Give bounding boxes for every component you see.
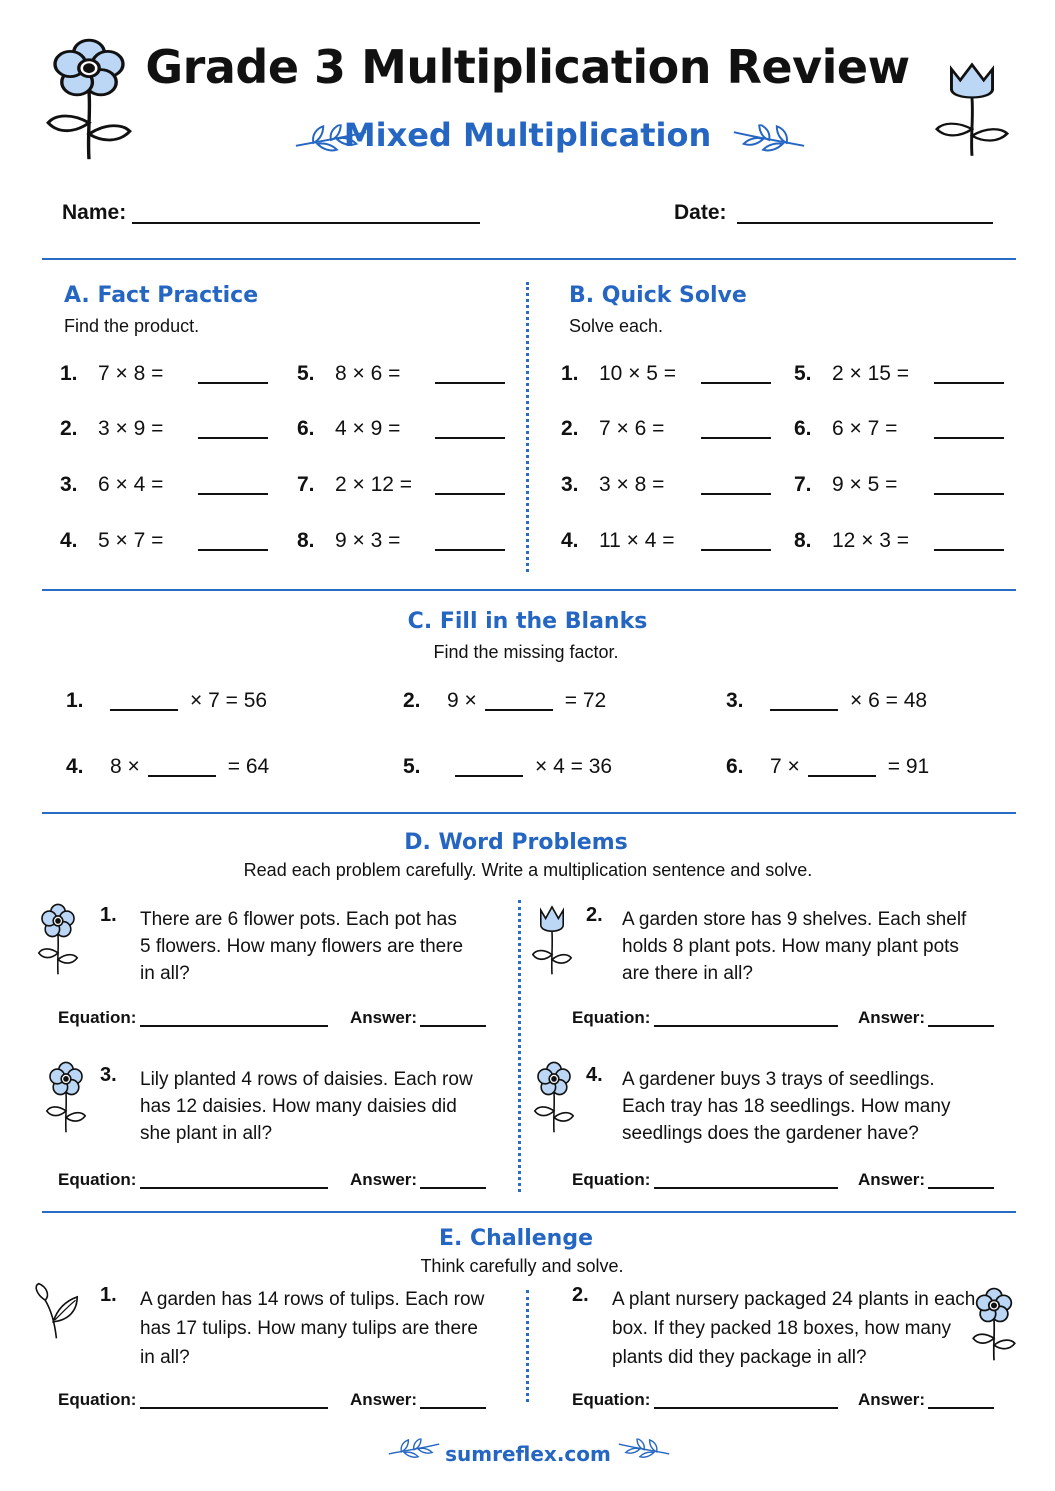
problem-text-line: plants did they package in all?	[612, 1347, 867, 1368]
answer-blank[interactable]	[435, 419, 505, 439]
leaf-sprig-icon	[730, 124, 808, 154]
section-c-instruction: Find the missing factor.	[433, 642, 619, 662]
problem-number: 1.	[100, 904, 117, 926]
problem-number: 4.	[561, 529, 579, 552]
section-e-title: E. Challenge	[438, 1226, 594, 1251]
flower-icon	[530, 1060, 578, 1134]
equation-blank[interactable]	[654, 1187, 838, 1189]
problem-expression: 12 × 3 =	[832, 529, 910, 552]
missing-factor-blank[interactable]	[455, 757, 523, 777]
answer-blank[interactable]	[701, 475, 771, 495]
problem-text-line: 5 flowers. How many flowers are there	[140, 936, 464, 957]
equation-label: Equation:	[572, 1170, 651, 1189]
problem-number: 5.	[794, 362, 812, 385]
answer-blank[interactable]	[198, 531, 268, 551]
problem-number: 2.	[572, 1284, 589, 1306]
problem-expression: 8 × 6 =	[335, 362, 401, 385]
column-divider	[518, 900, 521, 1192]
answer-blank[interactable]	[435, 475, 505, 495]
problem	[60, 529, 268, 553]
problem-number: 1.	[66, 689, 84, 712]
answer-blank[interactable]	[198, 364, 268, 384]
expression-after: = 91	[887, 755, 930, 778]
problem-number: 1.	[100, 1284, 117, 1306]
flower-icon	[34, 902, 82, 976]
missing-factor-blank[interactable]	[770, 691, 838, 711]
fill-in-problem	[66, 689, 267, 713]
problem-expression: 2 × 15 =	[832, 362, 910, 385]
problem-number: 7.	[297, 473, 315, 496]
footer-website: sumreflex.com	[445, 1442, 611, 1466]
problem	[794, 529, 1004, 553]
section-divider	[42, 258, 1016, 260]
problem-number: 7.	[794, 473, 812, 496]
problem-text-line: has 12 daisies. How many daisies did	[140, 1096, 457, 1117]
answer-blank[interactable]	[934, 475, 1004, 495]
fill-in-problem	[726, 689, 927, 713]
problem	[297, 417, 505, 441]
fill-in-problem	[66, 755, 269, 779]
column-divider	[526, 282, 529, 572]
answer-label: Answer:	[350, 1170, 418, 1189]
answer-label: Answer:	[858, 1390, 926, 1409]
problem	[561, 529, 771, 553]
problem-number: 3.	[726, 689, 744, 712]
problem	[297, 529, 505, 553]
equation-blank[interactable]	[654, 1025, 838, 1027]
problem-number: 4.	[66, 755, 84, 778]
tulip-icon	[528, 902, 576, 976]
problem-number: 6.	[297, 417, 315, 440]
problem-number: 5.	[403, 755, 421, 778]
problem	[794, 417, 1004, 441]
problem-text-line: Lily planted 4 rows of daisies. Each row	[140, 1069, 473, 1090]
answer-blank[interactable]	[701, 364, 771, 384]
problem	[60, 417, 268, 441]
problem-expression: 5 × 7 =	[98, 529, 164, 552]
section-divider	[42, 812, 1016, 814]
section-d-instruction: Read each problem carefully. Write a multiplication sentence and solve.	[243, 860, 813, 880]
answer-blank[interactable]	[420, 1407, 486, 1409]
problem-text-line: has 17 tulips. How many tulips are there	[140, 1318, 478, 1339]
section-c-title: C. Fill in the Blanks	[407, 609, 648, 634]
problem	[561, 362, 771, 386]
answer-blank[interactable]	[435, 364, 505, 384]
problem-number: 3.	[100, 1064, 117, 1086]
problem-expression: 6 × 4 =	[98, 473, 164, 496]
page-subtitle: Mixed Multiplication	[343, 116, 712, 154]
problem-expression: 6 × 7 =	[832, 417, 898, 440]
problem-expression: 7 × 6 =	[599, 417, 665, 440]
problem-number: 2.	[586, 904, 603, 926]
section-b-title: B. Quick Solve	[569, 283, 747, 308]
problem-text-line: she plant in all?	[140, 1123, 273, 1144]
problem-expression: 9 × 5 =	[832, 473, 898, 496]
equation-blank[interactable]	[140, 1187, 328, 1189]
expression-after: × 7 = 56	[190, 689, 268, 712]
problem-expression: 3 × 9 =	[98, 417, 164, 440]
problem-number: 2.	[60, 417, 78, 440]
problem	[297, 362, 505, 386]
answer-blank[interactable]	[934, 531, 1004, 551]
answer-label: Answer:	[350, 1390, 418, 1409]
problem	[794, 473, 1004, 497]
section-d-title: D. Word Problems	[404, 830, 628, 855]
expression-before: 9 ×	[447, 689, 477, 712]
fill-in-problem	[726, 755, 929, 779]
problem-text-line: Each tray has 18 seedlings. How many	[622, 1096, 951, 1117]
answer-blank[interactable]	[928, 1407, 994, 1409]
problem-number: 2.	[561, 417, 579, 440]
answer-blank[interactable]	[701, 531, 771, 551]
name-field[interactable]	[132, 222, 480, 224]
problem-text-line: There are 6 flower pots. Each pot has	[140, 909, 457, 930]
problem-text-line: A gardener buys 3 trays of seedlings.	[622, 1069, 935, 1090]
problem-text-line: seedlings does the gardener have?	[622, 1123, 919, 1144]
problem-number: 6.	[794, 417, 812, 440]
problem-expression: 2 × 12 =	[335, 473, 413, 496]
problem-number: 8.	[297, 529, 315, 552]
problem-number: 3.	[561, 473, 579, 496]
column-divider	[526, 1290, 529, 1402]
date-field[interactable]	[737, 222, 993, 224]
expression-after: = 72	[564, 689, 607, 712]
expression-before: 8 ×	[110, 755, 140, 778]
answer-label: Answer:	[858, 1008, 926, 1027]
section-divider	[42, 1211, 1016, 1213]
answer-blank[interactable]	[928, 1187, 994, 1189]
answer-label: Answer:	[350, 1008, 418, 1027]
missing-factor-blank[interactable]	[110, 691, 178, 711]
answer-blank[interactable]	[701, 419, 771, 439]
date-label: Date:	[674, 201, 727, 224]
fill-in-problem	[403, 689, 606, 713]
section-e-instruction: Think carefully and solve.	[420, 1256, 624, 1276]
problem-text-line: in all?	[140, 963, 190, 984]
missing-factor-blank[interactable]	[808, 757, 876, 777]
problem-text-line: in all?	[140, 1347, 190, 1368]
problem-expression: 10 × 5 =	[599, 362, 677, 385]
expression-before: 7 ×	[770, 755, 800, 778]
problem	[561, 417, 771, 441]
equation-label: Equation:	[572, 1008, 651, 1027]
problem-number: 5.	[297, 362, 315, 385]
problem-expression: 4 × 9 =	[335, 417, 401, 440]
problem	[60, 473, 268, 497]
leaf-icon	[34, 1282, 82, 1340]
expression-after: = 64	[227, 755, 270, 778]
answer-label: Answer:	[858, 1170, 926, 1189]
answer-blank[interactable]	[420, 1187, 486, 1189]
problem-number: 4.	[60, 529, 78, 552]
flower-icon	[968, 1286, 1020, 1362]
answer-blank[interactable]	[928, 1025, 994, 1027]
problem-text-line: A garden has 14 rows of tulips. Each row	[140, 1289, 485, 1310]
problem	[561, 473, 771, 497]
fill-in-problem	[403, 755, 612, 779]
section-divider	[42, 589, 1016, 591]
answer-blank[interactable]	[435, 531, 505, 551]
problem-expression: 3 × 8 =	[599, 473, 665, 496]
answer-blank[interactable]	[420, 1025, 486, 1027]
equation-label: Equation:	[58, 1008, 137, 1027]
problem	[60, 362, 268, 386]
page-title: Grade 3 Multiplication Review	[145, 40, 910, 94]
answer-blank[interactable]	[198, 475, 268, 495]
problem-number: 3.	[60, 473, 78, 496]
section-a-instruction: Find the product.	[64, 316, 200, 336]
section-b-instruction: Solve each.	[569, 316, 664, 336]
problem-expression: 9 × 3 =	[335, 529, 401, 552]
problem-number: 8.	[794, 529, 812, 552]
problem	[794, 362, 1004, 386]
leaf-sprig-icon	[616, 1437, 672, 1461]
problem	[297, 473, 505, 497]
flower-icon	[42, 1060, 90, 1134]
problem-text-line: A garden store has 9 shelves. Each shelf	[622, 909, 967, 930]
expression-after: × 4 = 36	[535, 755, 613, 778]
problem-expression: 11 × 4 =	[599, 529, 675, 552]
section-a-title: A. Fact Practice	[64, 283, 259, 308]
problem-text-line: are there in all?	[622, 963, 753, 984]
equation-label: Equation:	[58, 1390, 137, 1409]
problem-expression: 7 × 8 =	[98, 362, 164, 385]
equation-label: Equation:	[58, 1170, 137, 1189]
expression-after: × 6 = 48	[850, 689, 928, 712]
problem-text-line: holds 8 plant pots. How many plant pots	[622, 936, 959, 957]
problem-number: 2.	[403, 689, 421, 712]
equation-blank[interactable]	[654, 1407, 838, 1409]
answer-blank[interactable]	[198, 419, 268, 439]
problem-number: 4.	[586, 1064, 603, 1086]
equation-label: Equation:	[572, 1390, 651, 1409]
problem-number: 1.	[561, 362, 579, 385]
missing-factor-blank[interactable]	[148, 757, 216, 777]
answer-blank[interactable]	[934, 419, 1004, 439]
name-label: Name:	[62, 201, 127, 224]
equation-blank[interactable]	[140, 1025, 328, 1027]
problem-text-line: A plant nursery packaged 24 plants in each	[612, 1289, 976, 1310]
problem-number: 6.	[726, 755, 744, 778]
equation-blank[interactable]	[140, 1407, 328, 1409]
missing-factor-blank[interactable]	[485, 691, 553, 711]
problem-number: 1.	[60, 362, 78, 385]
problem-text-line: box. If they packed 18 boxes, how many	[612, 1318, 952, 1339]
answer-blank[interactable]	[934, 364, 1004, 384]
